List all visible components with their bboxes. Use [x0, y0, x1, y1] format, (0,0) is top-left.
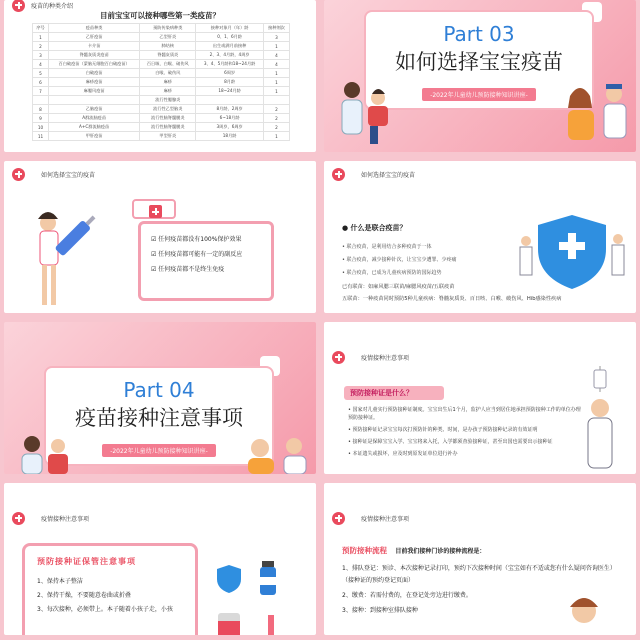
table-cell: 甲肝疫苗 — [49, 132, 140, 141]
list-item-text: 3、接种：到接种室排队接种 — [342, 607, 418, 614]
list-item-text: 任何疫苗都可能有一定的副反应 — [158, 251, 243, 258]
fact-card — [138, 221, 274, 301]
bullet-marker: • — [342, 244, 347, 250]
flow-title: 预防接种流程 — [342, 546, 387, 555]
question-text: 预防接种证是什么？ — [350, 389, 413, 397]
list-item-text: 预防接种证记录宝宝每次打预防针的种类、时间，是办孩子预防接种记录的有效证明 — [352, 427, 538, 433]
table-cell: 6~18月龄 — [196, 114, 264, 123]
table-cell: 脊髓灰质炎 — [140, 51, 196, 60]
table-cell: 白破疫苗 — [49, 69, 140, 78]
table-cell: 乙脑疫苗 — [49, 105, 140, 114]
list-item — [342, 254, 502, 267]
slide-4[interactable] — [324, 161, 636, 313]
table-cell: 麻腮风疫苗 — [49, 87, 140, 96]
slide-header — [332, 167, 415, 181]
question-banner — [344, 386, 444, 400]
table-cell: 18~24月龄 — [196, 87, 264, 96]
list-item — [348, 450, 584, 458]
table-cell: A+C群流脑疫苗 — [49, 123, 140, 132]
list-item — [151, 262, 261, 277]
table-row — [33, 132, 290, 141]
medical-cross-icon — [12, 512, 25, 525]
table-cell: 白喉、破伤风 — [140, 69, 196, 78]
bullet-marker: • — [348, 451, 353, 457]
table-row — [33, 33, 290, 42]
family-illustration — [240, 434, 316, 474]
card-title: 预防接种证保管注意事项 — [37, 557, 136, 566]
list-item — [342, 241, 502, 254]
medical-cross-icon — [332, 351, 345, 364]
table-cell: 0、1、6月龄 — [196, 33, 264, 42]
table-cell: 3周岁，6周岁 — [196, 123, 264, 132]
table-cell: 1 — [263, 69, 289, 78]
list-item-text: 联合疫苗，是利用结合多种疫苗于一体 — [346, 244, 432, 250]
table-header-cell: 接种剂次 — [263, 24, 289, 33]
table-cell: 脊髓灰质炎疫苗 — [49, 51, 140, 60]
bullet-marker: ☑ — [151, 236, 159, 243]
syringe-icon — [266, 615, 276, 635]
child-illustration — [554, 593, 614, 635]
bullet-marker: • — [348, 439, 353, 445]
table-cell: A群流脑疫苗 — [49, 114, 140, 123]
table-cell: 流行性脑脊髓膜炎 — [140, 114, 196, 123]
table-cell: 1 — [263, 78, 289, 87]
list-item-text: 联合疫苗，减少接种针次，让宝宝少遭罪、少疼痛 — [346, 257, 457, 263]
question-text: 什么是联合疫苗？ — [350, 224, 407, 232]
list-item-text: 1、保持本子整洁 — [37, 578, 83, 585]
pentavalent-note: 五联苗：一种疫苗同时预防5种儿童疾病：脊髓灰质炎、百日咳、白喉、破伤风、Hib感染性疾病 — [342, 296, 562, 302]
section-title: 疫苗接种注意事项 — [75, 406, 243, 430]
shield-icon — [214, 563, 244, 595]
table-cell: 4 — [33, 60, 49, 69]
table-cell — [196, 96, 264, 105]
table-cell: 1 — [263, 42, 289, 51]
table-row — [33, 78, 290, 87]
medical-cross-icon — [332, 512, 345, 525]
table-cell: 11 — [33, 132, 49, 141]
table-cell: 麻疹疫苗 — [49, 78, 140, 87]
table-cell: 6周岁 — [196, 69, 264, 78]
table-cell: 1 — [263, 87, 289, 96]
list-item — [348, 426, 584, 434]
section-title: 如何选择宝宝疫苗 — [395, 50, 563, 74]
table-cell: 6 — [33, 78, 49, 87]
table-cell: 百日咳、白喉、破伤风 — [140, 60, 196, 69]
list-item-text: 联合疫苗，已成为儿童疾病预防的国际趋势 — [346, 270, 442, 276]
table-cell: 2 — [263, 114, 289, 123]
list-item-text: 接种证是保障宝宝入学、宝宝将来入托，入学都须查验接种证，甚至出国也需要出示接种证 — [352, 439, 553, 445]
family-illustration — [560, 80, 636, 150]
bullet-list — [348, 406, 584, 462]
table-cell: 9 — [33, 114, 49, 123]
table-cell: 卡介苗 — [49, 42, 140, 51]
table-cell: 3、4、5月龄和18~24月龄 — [196, 60, 264, 69]
table-row — [33, 69, 290, 78]
bullet-marker: • — [348, 407, 353, 413]
table-cell: 3 — [263, 33, 289, 42]
medical-cross-icon — [149, 205, 162, 218]
bullet-marker: • — [342, 270, 347, 276]
part-label: Part 03 — [443, 22, 515, 46]
list-item-text: 本证遗失或损坏，应及时到原发证单位进行补办 — [352, 451, 458, 457]
table-cell: 2 — [33, 42, 49, 51]
table-cell: 8月龄 — [196, 78, 264, 87]
list-item — [348, 406, 584, 422]
header-title: 疫苗的种类介绍 — [31, 2, 74, 10]
table-cell: 流行性腮腺炎 — [140, 96, 196, 105]
bullet-marker: ☑ — [151, 266, 159, 273]
header-title: 疫情接种注意事项 — [41, 515, 90, 523]
list-item — [151, 247, 261, 262]
slide-8[interactable] — [324, 483, 636, 635]
slide-1[interactable] — [4, 0, 316, 152]
doctor-child-illustration — [330, 78, 400, 150]
slide-header — [12, 167, 95, 181]
table-cell: 4 — [263, 60, 289, 69]
bullet-marker: ☑ — [151, 251, 159, 258]
bullet-marker: • — [348, 427, 353, 433]
list-item-text: 3、每次接种，必须带上。本子随着小孩子走，小孩 — [37, 606, 173, 613]
table-cell: 肺结核 — [140, 42, 196, 51]
flow-header — [342, 545, 485, 556]
table-row — [33, 114, 290, 123]
medical-cross-icon — [12, 168, 25, 181]
table-row — [33, 51, 290, 60]
slide-6[interactable] — [324, 322, 636, 474]
table-row — [33, 87, 290, 96]
table-title: 目前宝宝可以接种哪些第一类疫苗？ — [100, 11, 220, 20]
slide-header — [332, 350, 409, 364]
table-row — [33, 105, 290, 114]
flow-subtitle: 目前我们接种门诊的接种流程是： — [395, 548, 486, 555]
table-cell: 乙肝疫苗 — [49, 33, 140, 42]
table-cell: 麻疹 — [140, 87, 196, 96]
ribbon: -2022年儿童幼儿预防接种知识讲座- — [422, 88, 536, 101]
table-cell: 2 — [263, 123, 289, 132]
table-cell — [49, 96, 140, 105]
table-cell: 流行性乙型脑炎 — [140, 105, 196, 114]
header-title: 疫情接种注意事项 — [361, 354, 410, 362]
slide-5[interactable] — [4, 322, 316, 474]
table-cell: 甲型肝炎 — [140, 132, 196, 141]
table-cell: 乙型肝炎 — [140, 33, 196, 42]
bullet-marker: • — [342, 257, 347, 263]
vaccine-vial-icon — [258, 561, 278, 597]
table-cell — [263, 96, 289, 105]
nurse-syringe-illustration — [30, 201, 100, 311]
table-row — [33, 96, 290, 105]
list-item-text: 国家对儿童实行预防接种证制度。宝宝出生后1个月，监护人应当到居住地承担预防接种工作的单位办理预防接种证。 — [348, 407, 581, 421]
list-item — [342, 563, 622, 587]
header-title: 如何选择宝宝的疫苗 — [361, 171, 416, 179]
shield-doctors-illustration — [514, 211, 630, 291]
table-cell: 2、3、4月龄，4周岁 — [196, 51, 264, 60]
table-row — [33, 60, 290, 69]
table-cell: 18月龄 — [196, 132, 264, 141]
slide-header — [12, 511, 89, 525]
storage-card — [22, 543, 198, 635]
table-cell: 1 — [33, 33, 49, 42]
table-cell: 10 — [33, 123, 49, 132]
slide-7[interactable] — [4, 483, 316, 635]
list-item-text: 2、保持干燥，不要随意卷曲或折叠 — [37, 592, 131, 599]
table-header-cell: 预防传染病种类 — [140, 24, 196, 33]
table-cell: 出生或满月前接种 — [196, 42, 264, 51]
table-cell: 流行性脑脊髓膜炎 — [140, 123, 196, 132]
bullet-list — [342, 241, 502, 280]
list-item-text: 任何疫苗都没有100%保护效果 — [158, 236, 242, 243]
medicine-bottle-icon — [214, 613, 244, 635]
question: ● 什么是联合疫苗？ — [342, 224, 407, 232]
table-header-cell: 疫苗种类 — [49, 24, 140, 33]
header-title: 疫情接种注意事项 — [361, 515, 410, 523]
table-cell: 8月龄，2周岁 — [196, 105, 264, 114]
table-cell: 7 — [33, 87, 49, 96]
slide-3[interactable] — [4, 161, 316, 313]
doctor-child-illustration — [10, 432, 80, 474]
list-item — [37, 575, 183, 589]
list-item-text: 1、排队登记：预诊、本次接种记录打印，预约下次接种时间（宝宝如有不适或您有什么疑问咨询医生）（接种证的预约登记页面） — [342, 565, 616, 584]
table-header-cell: 序号 — [33, 24, 49, 33]
slide-2[interactable] — [324, 0, 636, 152]
existing-combos: 已有联苗：如麻风腮三联苗/麻腮风疫苗/五联疫苗 — [342, 284, 455, 290]
list-item — [348, 438, 584, 446]
table-cell: 4 — [263, 51, 289, 60]
list-item — [151, 232, 261, 247]
table-cell: 麻疹 — [140, 78, 196, 87]
table-cell: 1 — [263, 132, 289, 141]
medical-cross-icon — [332, 168, 345, 181]
header-title: 如何选择宝宝的疫苗 — [41, 171, 96, 179]
table-cell: 3 — [33, 51, 49, 60]
ribbon: -2022年儿童幼儿预防接种知识讲座- — [102, 444, 216, 457]
table-row — [33, 123, 290, 132]
part-label: Part 04 — [123, 378, 195, 402]
table-cell: 5 — [33, 69, 49, 78]
slide-header — [332, 511, 409, 525]
vaccine-table — [32, 23, 290, 141]
table-header-cell: 接种对象月（年）龄 — [196, 24, 264, 33]
nurse-drip-illustration — [560, 362, 636, 474]
list-item — [37, 603, 183, 617]
table-cell: 2 — [263, 105, 289, 114]
list-item — [37, 589, 183, 603]
list-item-text: 2、缴费：若需付费的，在登记处旁边进行缴费。 — [342, 592, 472, 599]
table-cell: 百白破疫苗（蒙脑无细胞百白破疫苗） — [49, 60, 140, 69]
table-cell — [33, 96, 49, 105]
table-cell: 8 — [33, 105, 49, 114]
table-row — [33, 42, 290, 51]
list-item-text: 任何疫苗都不是终生免疫 — [158, 266, 225, 273]
list-item — [342, 267, 502, 280]
